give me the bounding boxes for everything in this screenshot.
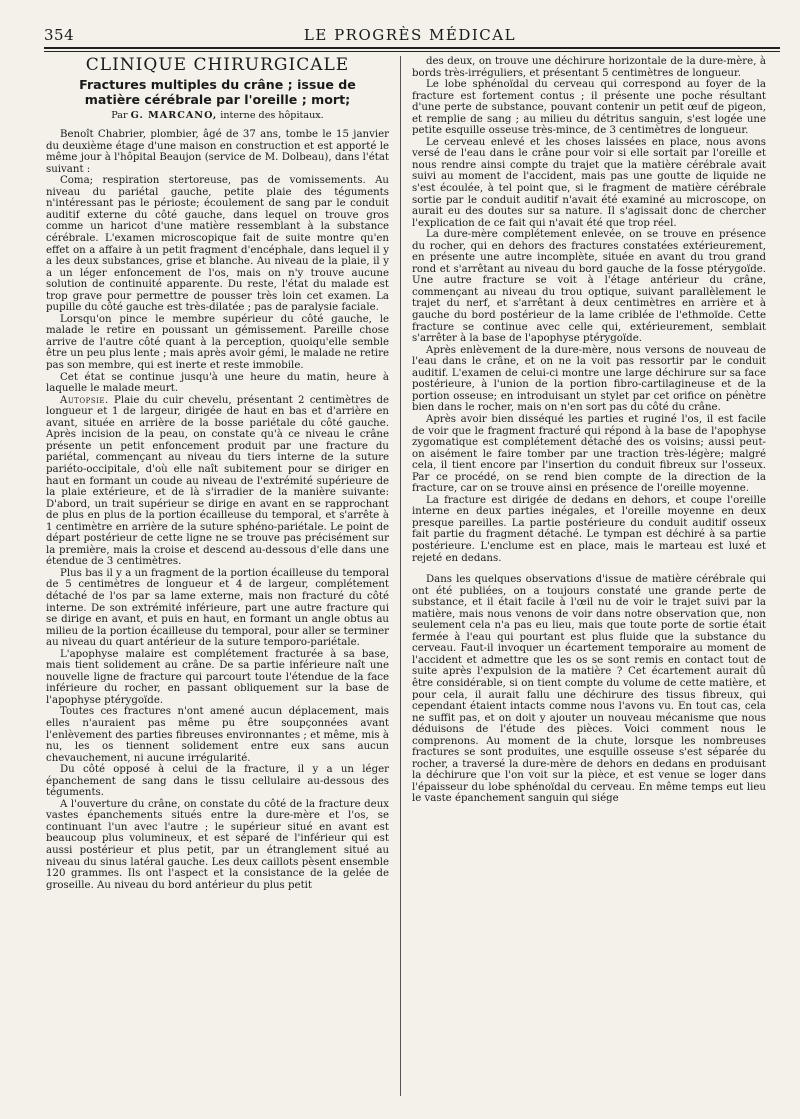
byline: [46, 110, 389, 122]
autopsie-text: Plaie du cuir chevelu, présentant 2 centimètres de longueur et 1 de largeur, dirigée de haut en bas et d'arrière en avant, située en arrière de la bosse pariétale du côté gauche. Après incision de la peau, on constate qu'à ce niveau le crâne présente un petit enfoncement produit par une fracture du pariétal, commençant au niveau du tiers interne de la suture pariéto-occipitale, d'où elle naît subitement pour se diriger en haut en formant un coude au niveau de l'extrémité supérieure de la plaie extérieure, et de là s'irradier de la manière suivante: D'abord, un trait supérieur se dirige en avant en se rapprochant de plus en plus de la portion écailleuse du temporal, et s'arrête à 1 centimètre en arrière de la suture sphéno-pariétale. Le point de départ postérieur de cette ligne ne se trouve pas précisément sur la première, mais la croise et descend au-dessous d'elle dans une étendue de 3 centimètres.: [46, 394, 389, 568]
paragraph: Benoît Chabrier, plombier, âgé de 37 ans, tombe le 15 janvier du deuxième étage d'une maison en construction et est apporté le même jour à l'hôpital Beaujon (service de M. Dolbeau), dans l'état suivant :: [46, 129, 389, 175]
paragraph: Plus bas il y a un fragment de la portion écailleuse du temporal de 5 centimètres de longueur et 4 de largeur, complétement détaché de l'os par sa lame externe, mais non fracturé du côté interne. De son extrémité inférieure, part une autre fracture qui se dirige en avant, et puis en haut, en formant un angle obtus au milieu de la portion écailleuse du temporal, pour aller se terminer au niveau du quart antérieur de la suture temporo-pariétale.: [46, 567, 389, 649]
paragraph-autopsie: [46, 395, 389, 568]
article-title: Fractures multiples du crâne ; issue de matière cérébrale par l'oreille ; mort;: [79, 76, 356, 107]
paragraph: Après avoir bien disséqué les parties et ruginé l'os, il est facile de voir que le fragment fracturé qui répond à la base de l'apophyse zygomatique est complétement détaché des os voisins; aussi peut-on aisément le faire tomber par une traction très-légère; malgré cela, il tient encore par l'insertion du conduit fibreux sur l'osseux. Par ce procédé, on se rend bien compte de la direction de la fracture, car on se trouve ainsi en présence de l'oreille moyenne.: [412, 413, 766, 495]
paragraph: Coma; respiration stertoreuse, pas de vomissements. Au niveau du pariétal gauche, petite plaie des téguments n'intéressant pas le périoste; écoulement de sang par le conduit auditif externe du côté gauche, dans lequel on trouve gros comme un haricot d'une matière ressemblant à la substance cérébrale. L'examen microscopique fait de suite montre qu'en effet on a affaire à un petit fragment d'encéphale, dans lequel il y a les deux substances, grise et blanche. Au niveau de la plaie, il y a un léger enfoncement de l'os, mais on n'y trouve aucune solution de continuité apparente. Du reste, l'état du malade est trop grave pour permettre de pousser très loin cet examen. La pupille du côté gauche est très-dilatée ; pas de paralysie faciale.: [46, 175, 389, 314]
column-divider: [400, 56, 401, 1096]
paragraph: La fracture est dirigée de dedans en dehors, et coupe l'oreille interne en deux parties inégales, et l'oreille moyenne en deux presque pareilles. La partie postérieure du conduit auditif osseux fait partie du fragment détaché. Le tympan est déchiré à sa partie postérieure. L'enclume est en place, mais le marteau est luxé et rejeté en dedans.: [412, 494, 766, 564]
paragraph: Après enlèvement de la dure-mère, nous versons de nouveau de l'eau dans le crâne, et on ne la voit pas ressortir par le conduit auditif. L'examen de celui-ci montre une large déchirure sur sa face postérieure, à l'union de la portion fibro-cartilagineuse et de la portion osseuse; en introduisant un stylet par cet orifice on pénètre bien dans le rocher, mais on n'en sort pas du côté du crâne.: [412, 344, 766, 414]
paragraph: A l'ouverture du crâne, on constate du côté de la fracture deux vastes épanchements situés entre la dure-mère et l'os, se continuant l'un avec l'autre ; le supérieur situé en avant est beaucoup plus volumineux, et est séparé de l'inférieur qui est aussi postérieur et plus petit, par un étranglement situé au niveau du sinus latéral gauche. Les deux caillots pèsent ensemble 120 grammes. Ils ont l'aspect et la consistance de la gelée de groseille. Au niveau du bord antérieur du plus petit: [46, 798, 389, 891]
paragraph: Dans les quelques observations d'issue de matière cérébrale qui ont été publiées, on a toujours constaté une grande perte de substance, et il était facile à l'œil nu de voir le trajet suivi par la matière, mais nous venons de voir dans notre observation que, non seulement cela n'a pas eu lieu, mais que toute porte de sortie était fermée à l'eau qui pourtant est plus fluide que la substance du cerveau. Faut-il invoquer un écartement temporaire au moment de l'accident et admettre que les os se sont remis en contact tout de suite après l'expulsion de la matière ? Cet écartement aurait dû être considérable, si on tient compte du volume de cette matière, et pour cela, il aurait fallu une déchirure des tissus fibreux, qui cependant étaient intacts comme nous l'avons vu. En tout cas, cela ne suffit pas, et on doit y ajouter un nouveau mécanisme que nous déduisons de l'étude des pièces. Voici comment nous le comprenons. Au moment de la chute, lorsque les nombreuses fractures se sont produites, une esquille osseuse s'est séparée du rocher, a traversé la dure-mère de dehors en dedans en produisant la déchirure que l'on voit sur la pièce, et est venue se loger dans l'épaisseur du lobe sphénoïdal du cerveau. En même temps eut lieu le vaste épanchement sanguin qui siége: [412, 574, 766, 805]
paragraph-gap: [412, 564, 766, 574]
header-rule-thick: [44, 47, 780, 49]
byline-role: interne des hôpitaux.: [220, 109, 324, 121]
paragraph: Lorsqu'on pince le membre supérieur du côté gauche, le malade le retire en poussant un gémissement. Pareille chose arrive de l'autre côté quant à la perception, quoiqu'elle semble être un peu plus lente ; mais après avoir gémi, le malade ne retire pas son membre, qui est inerte et reste immobile.: [46, 313, 389, 372]
page-number: 354: [44, 26, 75, 44]
paragraph: L'apophyse malaire est complétement fracturée à sa base, mais tient solidement au crâne. De sa partie inférieure naît une nouvelle ligne de fracture qui parcourt toute l'étendue de la face inférieure du rocher, en passant obliquement sur la base de l'apophyse ptérygoïde.: [46, 648, 389, 706]
page-header: [44, 26, 776, 48]
byline-author: G. MARCANO,: [130, 109, 218, 121]
paragraph: Le cerveau enlevé et les choses laissées en place, nous avons versé de l'eau dans le crâne pour voir si elle sortait par l'oreille et nous rendre ainsi compte du trajet que la matière cérébrale avait suivi au moment de l'accident, mais pas une goutte de liquide ne s'est écoulée, à tel point que, si le fragment de matière cérébrale sortie par le conduit auditif n'avait été examiné au microscope, on aurait eu des doutes sur sa nature. Il s'agissait donc de chercher l'explication de ce fait qui n'avait été que trop réel.: [412, 136, 766, 229]
paragraph: Le lobe sphénoïdal du cerveau qui correspond au foyer de la fracture est fortement contus ; il présente une poche résultant d'une perte de substance, pouvant contenir un petit œuf de pigeon, et remplie de sang ; au milieu du détritus sanguin, s'est logée une petite esquille osseuse très-mince, de 3 centimètres de longueur.: [412, 79, 766, 137]
header-rule-thin: [44, 51, 780, 52]
byline-par: Par: [111, 109, 128, 121]
paragraph: La dure-mère complétement enlevée, on se trouve en présence du rocher, qui en dehors des fractures constatées extérieurement, en présente une autre incomplète, située en avant du trou grand rond et s'arrêtant au niveau du bord gauche de la fosse ptérygoïde. Une autre fracture se voit à l'étage antérieur du crâne, commençant au niveau du trou optique, suivant parallèlement le trajet du nerf, et s'arrêtant à deux centimètres en arrière et à gauche du bord postérieur de la lame criblée de l'ethmoïde. Cette fracture se continue avec celle qui, extérieurement, semblait s'arrêter à la base de l'apophyse ptérygoïde.: [412, 229, 766, 345]
paragraph: Du côté opposé à celui de la fracture, il y a un léger épanchement de sang dans le tissu cellulaire au-dessous des téguments.: [46, 764, 389, 799]
left-column: [46, 56, 389, 891]
section-title: CLINIQUE CHIRURGICALE: [85, 55, 350, 75]
journal-title: LE PROGRÈS MÉDICAL: [303, 26, 517, 44]
paragraph: Cet état se continue jusqu'à une heure du matin, heure à laquelle le malade meurt.: [46, 371, 389, 395]
paragraph: Toutes ces fractures n'ont amené aucun déplacement, mais elles n'auraient pas même pu être soupçonnées avant l'enlèvement des parties fibreuses environnantes ; et même, mis à nu, les os tiennent solidement entre eux sans aucun chevauchement, ni aucune irrégularité.: [46, 706, 389, 764]
paragraph: des deux, on trouve une déchirure horizontale de la dure-mère, à bords très-irréguliers, et présentant 5 centimètres de longueur.: [412, 56, 766, 79]
right-column: [412, 56, 766, 805]
autopsie-lead: Autopsie.: [60, 394, 109, 406]
